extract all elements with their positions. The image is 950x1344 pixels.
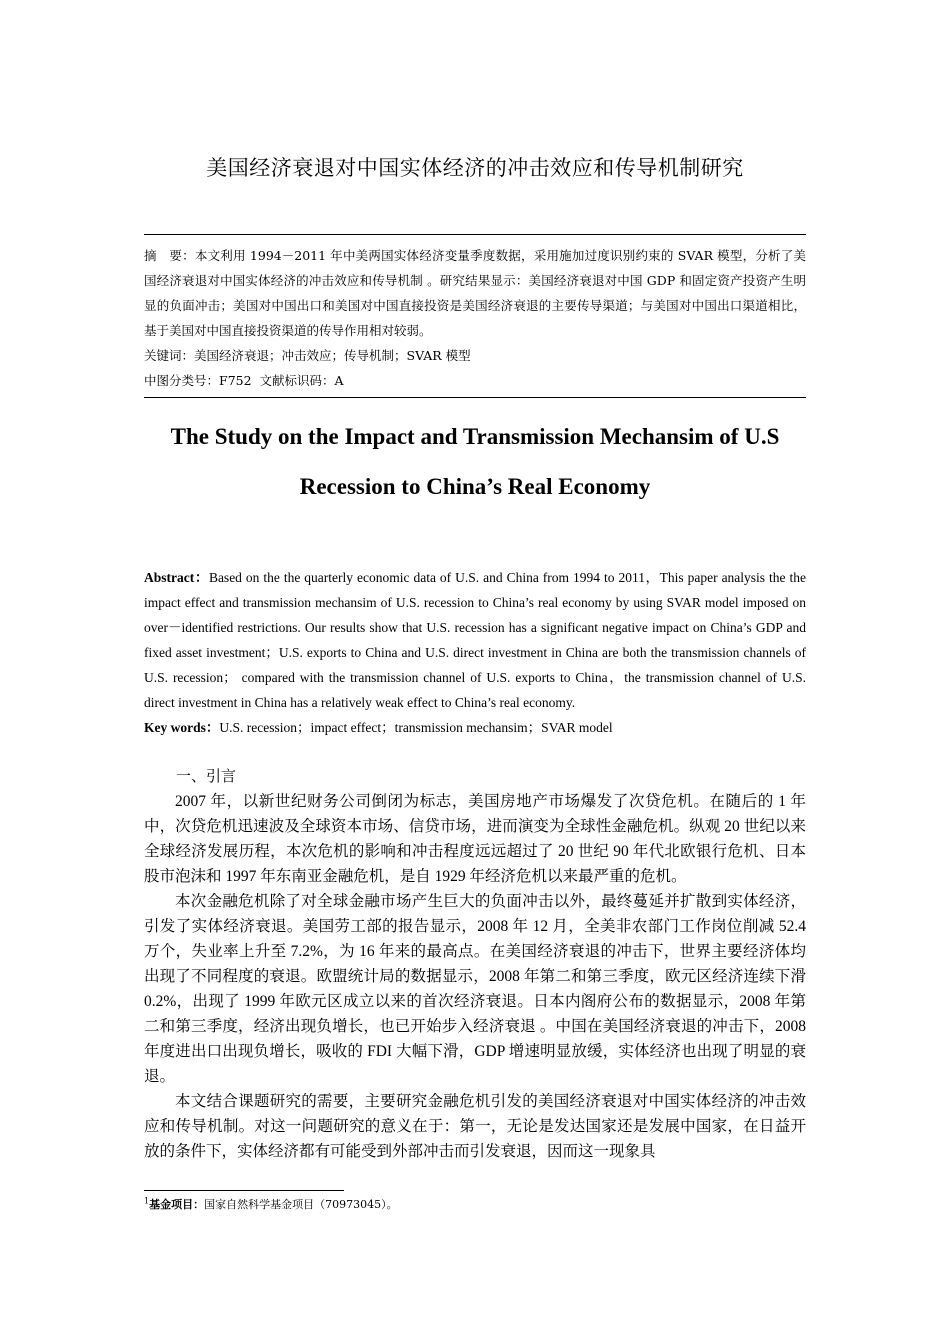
footnote-mark: 1 — [144, 1196, 150, 1206]
chinese-keywords — [144, 343, 806, 368]
abstract-cn-text: 本文利用 1994－2011 年中美两国实体经济变量季度数据，采用施加过度识别约束的 SVAR 模型，分析了美国经济衰退对中国实体经济的冲击效应和传导机制 。研究结果显示：美国经济衰退对中国 GDP 和固定资产投资产生明显的负面冲击；美国对中国出口和美国对中国直接投资是美国经济衰退的主要传导渠道；与美国对中国出口渠道相比，基于美国对中国直接投资渠道的传导作用相对较弱。 — [144, 248, 806, 338]
footnote-divider — [144, 1190, 344, 1191]
keywords-en-text: U.S. recession；impact effect；transmission mechansim；SVAR model — [219, 720, 613, 735]
section-heading-introduction: 一、引言 — [176, 767, 237, 785]
body-paragraph: 本次金融危机除了对全球金融市场产生巨大的负面冲击以外，最终蔓延并扩散到实体经济，引发了实体经济衰退。美国劳工部的报告显示，2008 年 12 月，全美非农部门工作岗位削减 52.4 万个，失业率上升至 7.2%，为 16 年来的最高点。在美国经济衰退的冲击下，世界主要经济体均出现了不同程度的衰退。欧盟统计局的数据显示，2008 年第二和第三季度，欧元区经济连续下滑 0.2%，出现了 1999 年欧元区成立以来的首次经济衰退。日本内阁府公布的数据显示，2008 年第二和第三季度，经济出现负增长，也已开始步入经济衰退 。中国在美国经济衰退的冲击下，2008 年度进出口出现负增长，吸收的 FDI 大幅下滑，GDP 增速明显放缓，实体经济也出现了明显的衰退。 — [144, 893, 806, 1085]
english-abstract — [144, 565, 806, 715]
chinese-title: 美国经济衰退对中国实体经济的冲击效应和传导机制研究 — [206, 156, 744, 180]
top-divider — [144, 234, 806, 235]
classification-line — [144, 368, 806, 393]
chinese-abstract — [144, 243, 806, 343]
abstract-cn-label: 摘 要： — [144, 248, 195, 263]
abstract-en-label: Abstract： — [144, 570, 209, 585]
keywords-cn-label: 关键词： — [144, 348, 195, 363]
english-abstract-block — [144, 565, 806, 740]
footnote — [144, 1196, 398, 1212]
keywords-en-label: Key words： — [144, 720, 220, 735]
introduction-body — [144, 789, 806, 1164]
body-paragraph: 本文结合课题研究的需要，主要研究金融危机引发的美国经济衰退对中国实体经济的冲击效应和传导机制。对这一问题研究的意义在于：第一，无论是发达国家还是发展中国家，在日益开放的条件下，实体经济都有可能受到外部冲击而引发衰退，因而这一现象具 — [144, 1093, 806, 1160]
abstract-en-text: Based on the the quarterly economic data of U.S. and China from 1994 to 2011，This paper analysis the the impact effect and transmission mechansim of U.S. recession to China’s real economy by using SVAR model imposed on over－identified restrictions. Our results show that U.S. recession has a significant negative impact on China’s GDP and fixed asset investment；U.S. exports to China and U.S. direct investment in China are both the transmission channels of U.S. recession； compared with the transmission channel of U.S. exports to China，the transmission channel of U.S. direct investment in China has a relatively weak effect to China’s real economy. — [144, 570, 806, 710]
doc-code-label: 文献标识码： — [259, 373, 335, 388]
classification-code: F752 — [219, 373, 252, 388]
english-keywords — [144, 715, 806, 740]
doc-code: A — [334, 373, 344, 388]
bottom-divider — [144, 397, 806, 398]
chinese-abstract-block — [144, 243, 806, 393]
footnote-text: 国家自然科学基金项目（70973045）。 — [204, 1198, 398, 1211]
classification-label: 中图分类号： — [144, 373, 220, 388]
footnote-label: 基金项目： — [149, 1198, 205, 1211]
english-title-line2: Recession to China’s Real Economy — [299, 474, 651, 499]
english-title-line1: The Study on the Impact and Transmission Mechansim of U.S — [170, 424, 780, 449]
body-paragraph: 2007 年，以新世纪财务公司倒闭为标志，美国房地产市场爆发了次贷危机。在随后的 1 年中，次贷危机迅速波及全球资本市场、信贷市场，进而演变为全球性金融危机。纵观 20 世纪以来全球经济发展历程，本次危机的影响和冲击程度远远超过了 20 世纪 90 年代北欧银行危机、日本股市泡沫和 1997 年东南亚金融危机，是自 1929 年经济危机以来最严重的危机。 — [144, 793, 806, 885]
keywords-cn-text: 美国经济衰退；冲击效应；传导机制；SVAR 模型 — [194, 348, 471, 363]
